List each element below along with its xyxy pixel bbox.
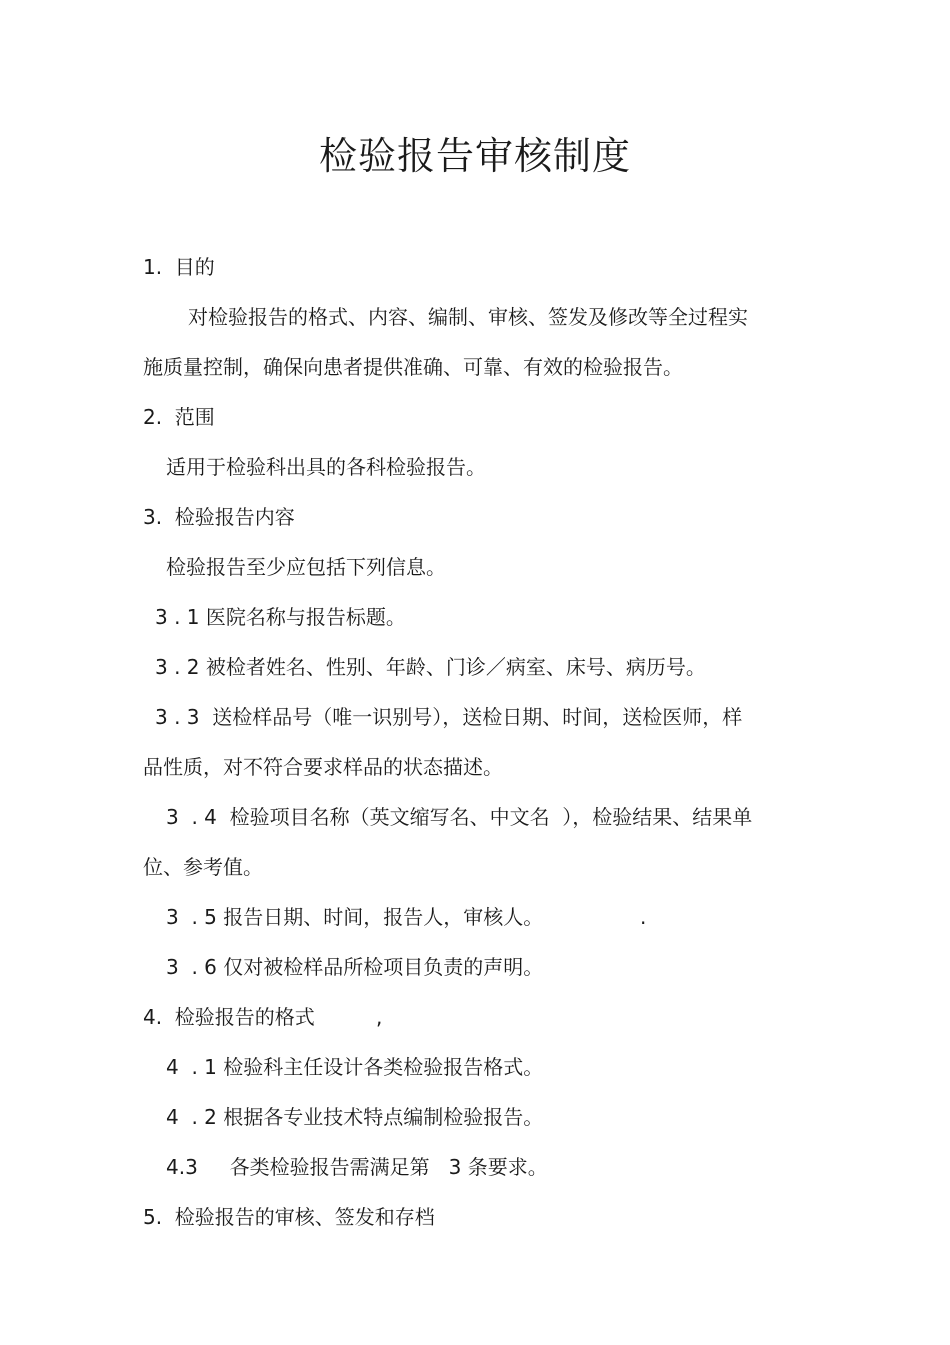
list-item: 4 . 1 检验科主任设计各类检验报告格式。 [166, 1055, 544, 1079]
paragraph-line: 检验报告至少应包括下列信息。 [166, 555, 446, 579]
document-title: 检验报告审核制度 [318, 134, 631, 178]
stray-comma: , [376, 1005, 383, 1029]
list-item: 3 . 5 报告日期、时间，报告人，审核人。 [166, 905, 544, 929]
section-heading-scope: 2. 范围 [143, 405, 215, 429]
section-heading-review: 5. 检验报告的审核、签发和存档 [143, 1205, 435, 1229]
paragraph-line: 施质量控制，确保向患者提供准确、可靠、有效的检验报告。 [143, 355, 683, 379]
list-item: 3 . 1 医院名称与报告标题。 [155, 605, 406, 629]
list-item: 3 . 4 检验项目名称（英文缩写名、中文名 ），检验结果、结果单 [166, 805, 753, 829]
list-item: 4 . 2 根据各专业技术特点编制检验报告。 [166, 1105, 544, 1129]
list-item: 4.3 各类检验报告需满足第 3 条要求。 [166, 1155, 548, 1179]
list-item: 3 . 2 被检者姓名、性别、年龄、门诊／病室、床号、病历号。 [155, 655, 706, 679]
section-heading-purpose: 1. 目的 [143, 255, 215, 279]
paragraph-line: 适用于检验科出具的各科检验报告。 [166, 455, 486, 479]
section-heading-content: 3. 检验报告内容 [143, 505, 295, 529]
paragraph-line: 对检验报告的格式、内容、编制、审核、签发及修改等全过程实 [188, 305, 748, 329]
paragraph-line: 品性质，对不符合要求样品的状态描述。 [143, 755, 503, 779]
section-heading-format: 4. 检验报告的格式 [143, 1005, 315, 1029]
list-item: 3 . 3 送检样品号（唯一识别号），送检日期、时间，送检医师，样 [155, 705, 743, 729]
stray-period: . [640, 905, 647, 929]
paragraph-line: 位、参考值。 [143, 855, 263, 879]
list-item: 3 . 6 仅对被检样品所检项目负责的声明。 [166, 955, 544, 979]
